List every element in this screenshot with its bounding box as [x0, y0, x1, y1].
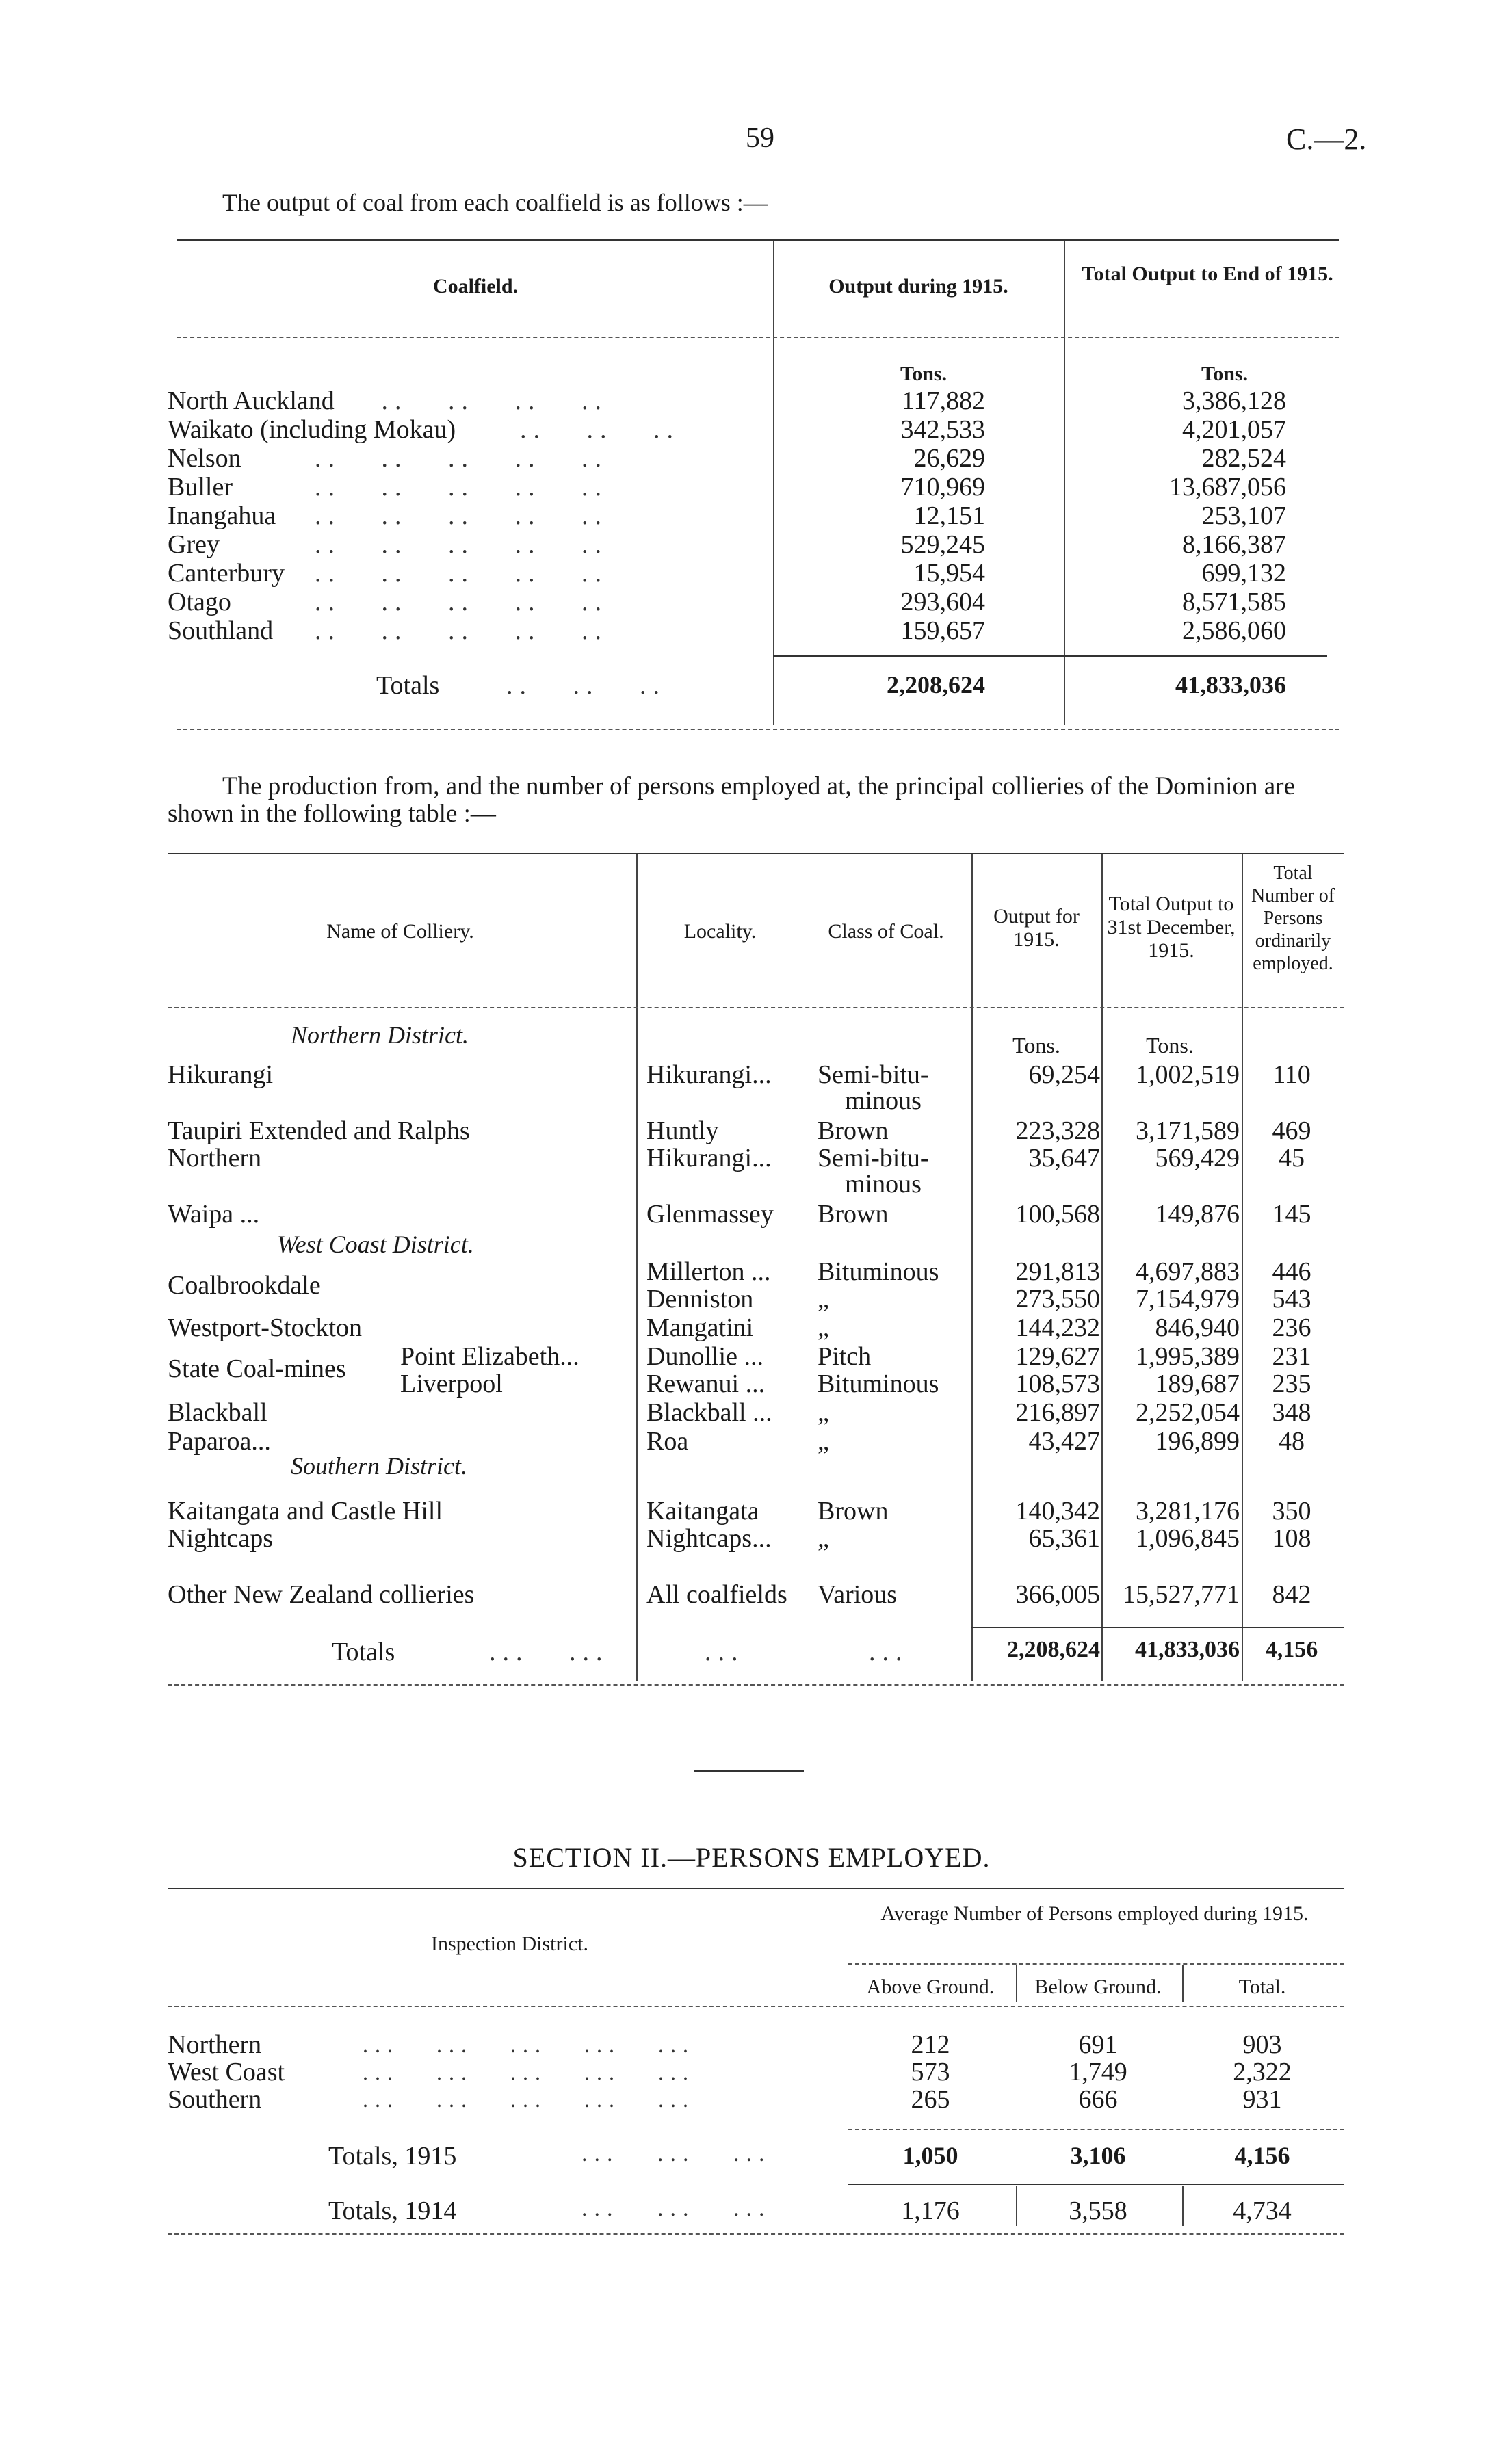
colliery-sub-name: Liverpool [400, 1369, 503, 1398]
colliery-persons-employed: 446 [1272, 1257, 1311, 1286]
leader-dots: ... ... ... ... ... [363, 2032, 695, 2057]
colliery-class-of-coal: Semi-bitu- [818, 1060, 929, 1089]
colliery-persons-employed: 350 [1272, 1497, 1311, 1525]
colliery-total-output: 189,687 [1155, 1369, 1240, 1398]
totals-1914-total: 4,734 [1233, 2197, 1292, 2225]
above-ground-header: Above Ground. [866, 1976, 995, 1998]
district-below-ground: 691 [1078, 2030, 1118, 2059]
coalfield-total-output: 2,586,060 [1182, 616, 1286, 645]
colliery-persons-employed: 45 [1279, 1144, 1305, 1172]
colliery-class-of-coal: Brown [818, 1200, 889, 1229]
district-above-ground: 573 [911, 2058, 950, 2086]
colliery-locality: Roa [646, 1427, 689, 1456]
district-total: 903 [1242, 2030, 1282, 2059]
coalfield-output: 529,245 [900, 530, 985, 559]
below-ground-header: Below Ground. [1034, 1976, 1162, 1998]
total-header: Total. [1238, 1976, 1286, 1998]
colliery-total-output: 15,527,771 [1123, 1580, 1240, 1609]
locality-header: Locality. [683, 920, 757, 943]
colliery-locality: Glenmassey [646, 1200, 774, 1229]
totals-1915-label: Totals, 1915 [328, 2142, 457, 2171]
colliery-class-of-coal: Pitch [818, 1342, 872, 1371]
coalfield-output: 293,604 [900, 588, 985, 616]
colliery-output: 140,342 [1015, 1497, 1100, 1525]
colliery-name: Westport-Stockton [168, 1313, 363, 1342]
inspection-district-header: Inspection District. [431, 1932, 588, 1955]
colliery-name: State Coal-mines [168, 1354, 346, 1383]
colliery-name-header: Name of Colliery. [326, 920, 474, 943]
colliery-sub-name: Point Elizabeth... [400, 1342, 579, 1371]
colliery-total-output: 1,002,519 [1136, 1060, 1240, 1089]
colliery-locality: Kaitangata [646, 1497, 759, 1525]
colliery-locality: Dunollie ... [646, 1342, 763, 1371]
coalfield-total-output: 3,386,128 [1182, 386, 1286, 415]
totals-output: 2,208,624 [887, 671, 985, 698]
colliery-output: 216,897 [1015, 1398, 1100, 1427]
colliery-name: Blackball [168, 1398, 267, 1427]
colliery-class-of-coal: „ [818, 1427, 829, 1456]
colliery-locality: Hikurangi... [646, 1144, 772, 1172]
colliery-locality: Blackball ... [646, 1398, 772, 1427]
colliery-locality: Huntly [646, 1116, 719, 1145]
colliery-persons-employed: 48 [1279, 1427, 1305, 1456]
colliery-name: Nightcaps [168, 1524, 274, 1553]
coalfield-name: Nelson [168, 444, 241, 473]
document-reference: C.—2. [1286, 122, 1367, 156]
colliery-name: Taupiri Extended and Ralphs [168, 1116, 470, 1145]
page-number: 59 [746, 122, 774, 154]
colliery-total-output: 1,096,845 [1136, 1524, 1240, 1553]
district-name: Northern [168, 2030, 262, 2059]
colliery-class-of-coal: „ [818, 1398, 829, 1427]
leader-dots: .. .. .. [520, 415, 680, 444]
colliery-total-output: 4,697,883 [1136, 1257, 1240, 1286]
coalfield-output: 26,629 [913, 444, 985, 473]
coalfield-total-output: 8,571,585 [1182, 588, 1286, 616]
leader-dots: .. .. .. .. .. [315, 444, 608, 473]
colliery-output: 35,647 [1028, 1144, 1100, 1172]
totals-1914-above: 1,176 [901, 2197, 960, 2225]
colliery-output: 65,361 [1028, 1524, 1100, 1553]
totals-total-output: 41,833,036 [1175, 671, 1286, 698]
leader-dots: .. .. .. .. .. [315, 501, 608, 530]
colliery-name: Coalbrookdale [168, 1271, 321, 1300]
colliery-output: 273,550 [1015, 1285, 1100, 1313]
colliery-output: 69,254 [1028, 1060, 1100, 1089]
leader-dots: .. .. .. .. .. [315, 588, 608, 616]
colliery-persons-employed: 348 [1272, 1398, 1311, 1427]
colliery-locality: Rewanui ... [646, 1369, 766, 1398]
leader-dots: .. .. .. .. .. [315, 386, 608, 415]
total-unit: Tons. [1201, 363, 1249, 385]
persons-employed-header: Total Number of Persons ordinarily employed. [1251, 863, 1335, 974]
coalfield-name: Otago [168, 588, 231, 616]
colliery-total-output: 569,429 [1155, 1144, 1240, 1172]
colliery-locality: Nightcaps... [646, 1524, 772, 1553]
colliery-persons-employed: 110 [1272, 1060, 1311, 1089]
colliery-name: Other New Zealand collieries [168, 1580, 475, 1609]
leader-dots: .. .. .. .. .. [315, 559, 608, 588]
colliery-persons-employed: 108 [1272, 1524, 1311, 1553]
colliery-total-output: 846,940 [1155, 1313, 1240, 1342]
total-output-header: Total Output to 31st December, 1915. [1107, 893, 1236, 962]
totals-1915-total: 4,156 [1234, 2142, 1290, 2169]
coalfield-output: 117,882 [901, 386, 985, 415]
totals-persons: 4,156 [1265, 1637, 1318, 1662]
class-of-coal-header: Class of Coal. [828, 920, 944, 943]
colliery-class-of-coal: Bituminous [818, 1257, 939, 1286]
coalfield-total-output: 4,201,057 [1182, 415, 1286, 444]
total-unit: Tons. [1146, 1033, 1194, 1058]
colliery-total-output: 3,171,589 [1136, 1116, 1240, 1145]
totals-label: Totals [376, 671, 440, 700]
district-below-ground: 1,749 [1069, 2058, 1127, 2086]
colliery-persons-employed: 235 [1272, 1369, 1311, 1398]
output-column-header: Output during 1915. [828, 275, 1008, 298]
colliery-class-of-coal: Brown [818, 1497, 889, 1525]
totals-total-output: 41,833,036 [1135, 1637, 1240, 1662]
coalfield-column-header: Coalfield. [432, 275, 519, 298]
coalfield-total-output: 699,132 [1201, 559, 1286, 588]
west-coast-district-label: West Coast District. [277, 1231, 474, 1258]
totals-1914-below: 3,558 [1069, 2197, 1127, 2225]
colliery-persons-employed: 236 [1272, 1313, 1311, 1342]
totals-label: Totals [332, 1638, 395, 1666]
colliery-output: 144,232 [1015, 1313, 1100, 1342]
coalfield-name: North Auckland [168, 386, 335, 415]
intro-paragraph-1: The output of coal from each coalfield is as follows :— [222, 189, 768, 216]
district-above-ground: 212 [911, 2030, 950, 2059]
colliery-class-of-coal: Bituminous [818, 1369, 939, 1398]
colliery-persons-employed: 469 [1272, 1116, 1311, 1145]
colliery-persons-employed: 231 [1272, 1342, 1311, 1371]
colliery-name: Northern [168, 1144, 262, 1172]
coalfield-output: 15,954 [913, 559, 985, 588]
coalfield-name: Inangahua [168, 501, 276, 530]
colliery-locality: Mangatini [646, 1313, 754, 1342]
leader-dots: ... ... ... ... ... [363, 2060, 695, 2084]
average-persons-header: Average Number of Persons employed during 1915. [880, 1902, 1309, 1925]
district-name: Southern [168, 2085, 262, 2114]
intro-paragraph-2: The production from, and the number of persons employed at, the principal collieries of the Dominion are shown in the following table :— [168, 772, 1295, 828]
colliery-class-of-coal-cont: minous [845, 1170, 922, 1198]
colliery-class-of-coal: „ [818, 1313, 829, 1342]
coalfield-total-output: 13,687,056 [1169, 473, 1286, 501]
colliery-output: 100,568 [1015, 1200, 1100, 1229]
district-total: 931 [1242, 2085, 1282, 2114]
colliery-total-output: 7,154,979 [1136, 1285, 1240, 1313]
coalfield-name: Grey [168, 530, 220, 559]
southern-district-label: Southern District. [291, 1452, 467, 1480]
output-unit: Tons. [900, 363, 947, 385]
colliery-total-output: 2,252,054 [1136, 1398, 1240, 1427]
colliery-class-of-coal: „ [818, 1524, 829, 1553]
totals-1915-above: 1,050 [902, 2142, 958, 2169]
colliery-class-of-coal-cont: minous [845, 1086, 922, 1115]
colliery-total-output: 196,899 [1155, 1427, 1240, 1456]
coalfield-output: 12,151 [913, 501, 985, 530]
northern-district-label: Northern District. [291, 1021, 469, 1049]
colliery-persons-employed: 842 [1272, 1580, 1311, 1609]
colliery-locality: Hikurangi... [646, 1060, 772, 1089]
district-above-ground: 265 [911, 2085, 950, 2114]
leader-dots: .. .. .. .. .. [315, 616, 608, 645]
colliery-output: 223,328 [1015, 1116, 1100, 1145]
totals-output: 2,208,624 [1007, 1637, 1100, 1662]
coalfield-name: Buller [168, 473, 233, 501]
output-unit: Tons. [1012, 1033, 1060, 1058]
output-1915-header: Output for 1915. [993, 905, 1080, 951]
colliery-locality: Millerton ... [646, 1257, 771, 1286]
leader-dots: ... ... ... ... ... [363, 2087, 695, 2112]
colliery-output: 291,813 [1015, 1257, 1100, 1286]
colliery-output: 108,573 [1015, 1369, 1100, 1398]
leader-dots: .. .. .. .. .. [315, 530, 608, 559]
colliery-output: 366,005 [1015, 1580, 1100, 1609]
colliery-name: Waipa ... [168, 1200, 260, 1229]
coalfield-name: Southland [168, 616, 274, 645]
colliery-total-output: 3,281,176 [1136, 1497, 1240, 1525]
coalfield-name: Canterbury [168, 559, 285, 588]
coalfield-output: 159,657 [900, 616, 985, 645]
coalfield-total-output: 8,166,387 [1182, 530, 1286, 559]
colliery-class-of-coal: Various [818, 1580, 898, 1609]
coalfield-name: Waikato (including Mokau) [168, 415, 456, 444]
totals-1915-below: 3,106 [1070, 2142, 1126, 2169]
colliery-class-of-coal: Semi-bitu- [818, 1144, 929, 1172]
coalfield-output: 710,969 [900, 473, 985, 501]
colliery-persons-employed: 145 [1272, 1200, 1311, 1229]
colliery-total-output: 149,876 [1155, 1200, 1240, 1229]
colliery-output: 129,627 [1015, 1342, 1100, 1371]
colliery-class-of-coal: Brown [818, 1116, 889, 1145]
colliery-output: 43,427 [1028, 1427, 1100, 1456]
district-total: 2,322 [1233, 2058, 1292, 2086]
totals-1914-label: Totals, 1914 [328, 2197, 457, 2225]
colliery-persons-employed: 543 [1272, 1285, 1311, 1313]
colliery-locality: All coalfields [646, 1580, 787, 1609]
coalfield-total-output: 253,107 [1201, 501, 1286, 530]
district-name: West Coast [168, 2058, 285, 2086]
colliery-locality: Denniston [646, 1285, 754, 1313]
leader-dots: .. .. .. .. .. [315, 473, 608, 501]
coalfield-total-output: 282,524 [1201, 444, 1286, 473]
colliery-name: Kaitangata and Castle Hill [168, 1497, 443, 1525]
colliery-total-output: 1,995,389 [1136, 1342, 1240, 1371]
colliery-name: Hikurangi [168, 1060, 274, 1089]
colliery-name: Paparoa... [168, 1427, 271, 1456]
district-below-ground: 666 [1078, 2085, 1118, 2114]
section-heading: SECTION II.—PERSONS EMPLOYED. [512, 1842, 991, 1873]
total-output-column-header: Total Output to End of 1915. [1082, 263, 1333, 285]
colliery-class-of-coal: „ [818, 1285, 829, 1313]
coalfield-output: 342,533 [900, 415, 985, 444]
